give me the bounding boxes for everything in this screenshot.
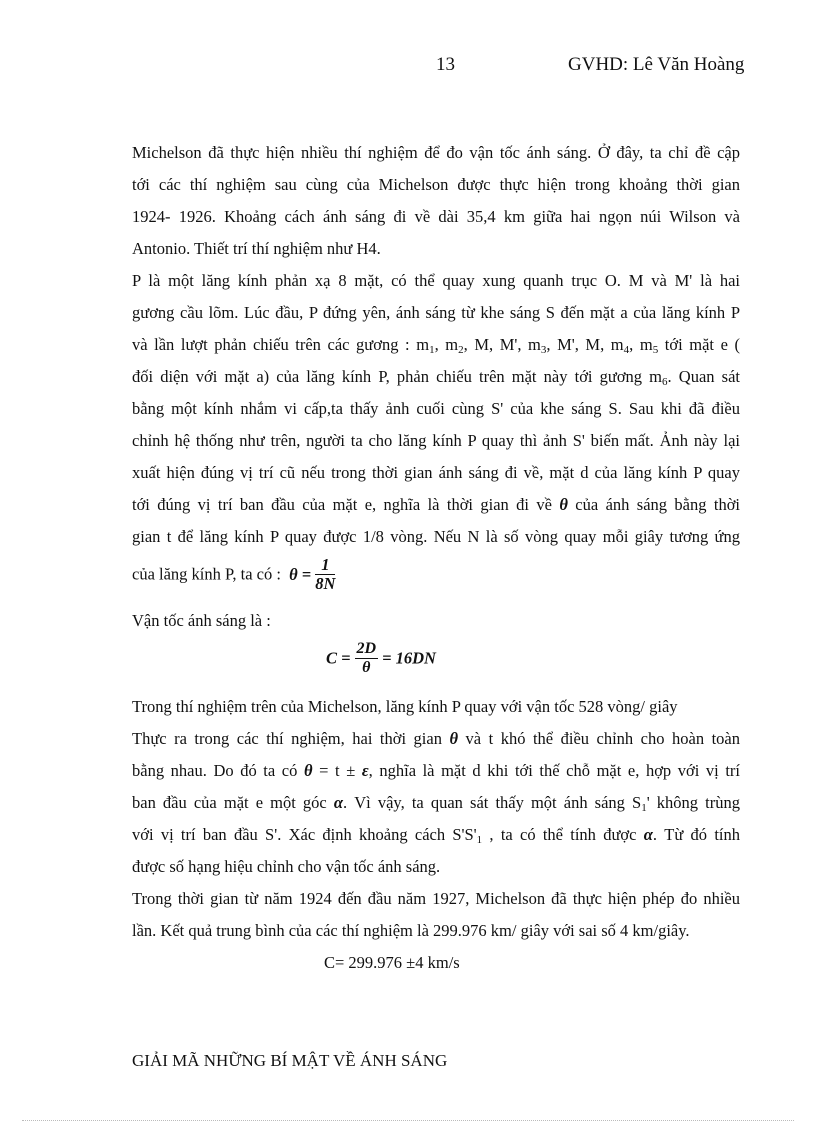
p2-line8: tới đúng vị trí ban đầu của mặt e, nghĩa là thời gian đi về θ của ánh sáng bằng thời [132, 495, 740, 514]
p2-line7: xuất hiện đúng vị trí cũ nếu trong thời gian ánh sáng đi về, mặt d của lăng kính P quay [132, 463, 740, 482]
formula-speed-fraction: $\frac{2D}{\theta}$ [356, 640, 377, 676]
p1-line2: tới các thí nghiệm sau cùng của Michelson được thực hiện trong khoảng thời gian [132, 175, 740, 194]
p4-line5: với vị trí ban đầu S'. Xác định khoảng cách $S'S'_1$ , ta có thể tính được α. Từ đó tính [132, 825, 740, 846]
p1-line1: Michelson đã thực hiện nhiều thí nghiệm để đo vận tốc ánh sáng. Ở đây, ta chỉ đề cập [132, 143, 740, 162]
p2-line2: gương cầu lõm. Lúc đầu, P đứng yên, ánh sáng từ khe sáng S đến mặt a của lăng kính P [132, 303, 740, 322]
p2-line10: của lăng kính P, ta có : θ = $\frac{1}{8N}$ [132, 555, 336, 593]
p2-line9: gian t để lăng kính P quay được 1/8 vòng. Nếu N là số vòng quay mỗi giây tương ứng [132, 527, 740, 546]
p4-line4: ban đầu của mặt e một góc α. Vì vậy, ta quan sát thấy một ánh sáng $S_1'$ không trùng [132, 793, 740, 814]
section-title: GIẢI MÃ NHỮNG BÍ MẬT VỀ ÁNH SÁNG [132, 1051, 448, 1070]
p4-line2: Thực ra trong các thí nghiệm, hai thời gian θ và t khó thể điều chỉnh cho hoàn toàn [132, 729, 740, 748]
page-number: 13 [436, 54, 455, 75]
p1-line4: Antonio. Thiết trí thí nghiệm như H4. [132, 239, 381, 258]
formula-theta-fraction: $\frac{1}{8N}$ [315, 555, 336, 593]
p4-line1: Trong thí nghiệm trên của Michelson, lăng kính P quay với vận tốc 528 vòng/ giây [132, 697, 678, 716]
p2-line4: đối diện với mặt a) của lăng kính P, phản chiếu trên mặt này tới gương $m_6$. Quan sát [132, 367, 740, 388]
p2-line3: và lần lượt phản chiếu trên các gương : $m_1$, $m_2$, M, M', $m_3$, M', M, $m_4$, $m_5$ tới mặt e ( [132, 335, 740, 356]
p2-line1: P là một lăng kính phản xạ 8 mặt, có thể quay xung quanh trục O. M và M' là hai [132, 271, 740, 290]
advisor-name: GVHD: Lê Văn Hoàng [568, 54, 745, 75]
p2-line6: chỉnh hệ thống như trên, người ta cho lăng kính P quay thì ảnh S' biến mất. Ảnh này lại [132, 431, 740, 450]
p5-line2: lần. Kết quả trung bình của các thí nghiệm là 299.976 km/ giây với sai số 4 km/giây. [132, 921, 690, 940]
result-value: C= 299.976 ±4 km/s [324, 953, 460, 972]
p5-line1: Trong thời gian từ năm 1924 đến đầu năm 1927, Michelson đã thực hiện phép đo nhiều [132, 889, 740, 908]
p3-line1: Vận tốc ánh sáng là : [132, 611, 271, 630]
p4-line6: được số hạng hiệu chỉnh cho vận tốc ánh sáng. [132, 857, 441, 876]
p2-line5: bằng một kính nhắm vi cấp,ta thấy ảnh cuối cùng S' của khe sáng S. Sau khi đã điều [132, 399, 740, 418]
formula-speed: C = $\frac{2D}{\theta}$ = 16DN [326, 640, 436, 676]
p4-line3: bằng nhau. Do đó ta có θ = t ± ε, nghĩa là mặt d khi tới thế chỗ mặt e, hợp với vị trí [132, 761, 741, 780]
formula-theta: θ = [289, 564, 312, 584]
page-bottom-divider [22, 1120, 794, 1121]
p1-line3: 1924- 1926. Khoảng cách ánh sáng đi về dài 35,4 km giữa hai ngọn núi Wilson và [132, 207, 740, 226]
